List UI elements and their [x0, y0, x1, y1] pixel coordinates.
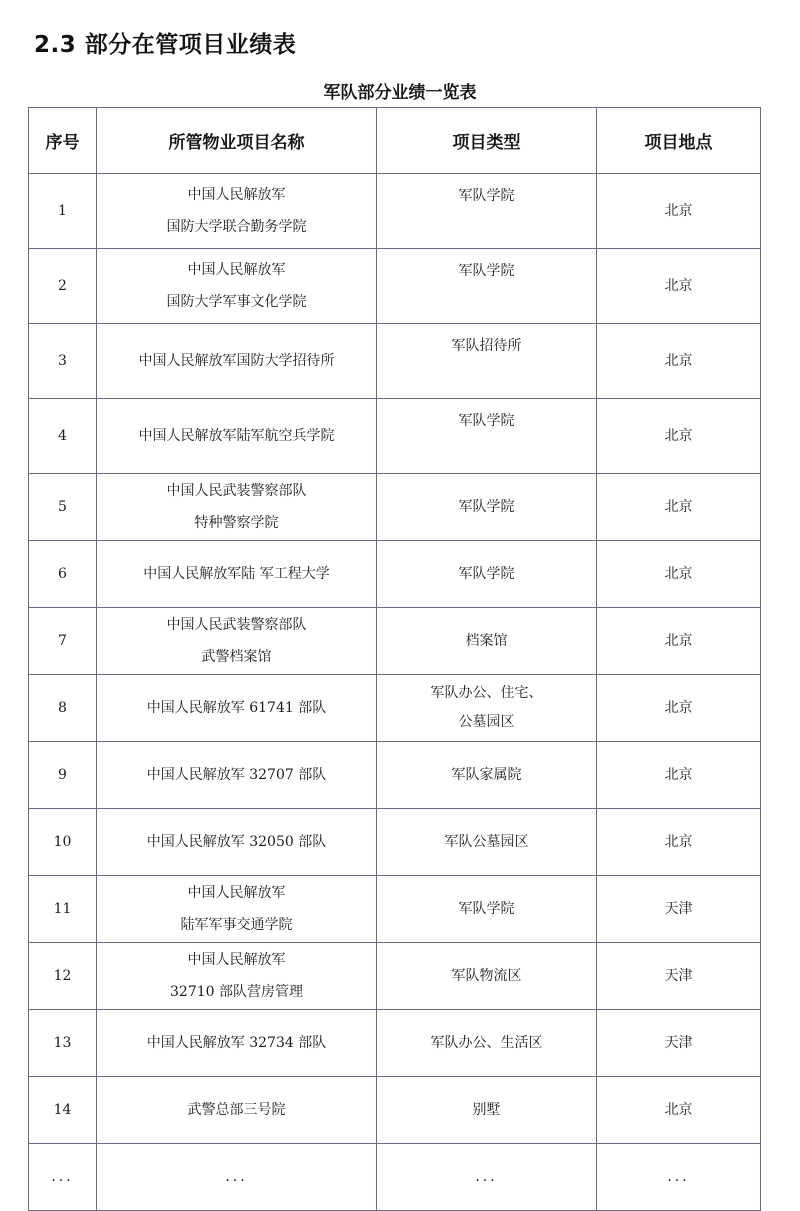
project-type-cell: [377, 324, 597, 399]
project-name-cell: [97, 1144, 377, 1211]
row-number-cell: 7: [29, 608, 97, 675]
project-location-cell: 北京: [597, 608, 761, 675]
table-row: [29, 1010, 761, 1077]
project-type-cell: [377, 809, 597, 876]
project-name-line: 中国人民解放军: [187, 187, 286, 203]
project-name-cell: [97, 541, 377, 608]
project-type-cell: [377, 608, 597, 675]
header-project-type: 项目类型: [377, 108, 597, 174]
project-location-cell: 北京: [597, 324, 761, 399]
row-number-cell: 2: [29, 249, 97, 324]
project-type-line: ...: [475, 1168, 498, 1185]
row-number-cell: 9: [29, 742, 97, 809]
project-name-line: 武警总部三号院: [187, 1102, 286, 1118]
project-type-cell: [377, 876, 597, 943]
project-type-line: 公墓园区: [458, 714, 515, 730]
project-name-line: 中国人民武装警察部队: [166, 617, 307, 633]
project-location-cell: 北京: [597, 1077, 761, 1144]
table-body: [29, 174, 761, 1211]
project-name-line: 中国人民解放军: [187, 885, 286, 901]
table-row: [29, 541, 761, 608]
project-location-cell: 北京: [597, 742, 761, 809]
project-type-cell: [377, 742, 597, 809]
project-type-cell: [377, 399, 597, 474]
project-type-line: 军队学院: [458, 188, 515, 204]
project-location-cell: 北京: [597, 249, 761, 324]
project-name-cell: [97, 399, 377, 474]
project-location-cell: 北京: [597, 809, 761, 876]
project-type-cell: [377, 1077, 597, 1144]
project-location-cell: 天津: [597, 943, 761, 1010]
project-type-cell: [377, 1010, 597, 1077]
project-name-cell: [97, 174, 377, 249]
table-row: [29, 809, 761, 876]
project-type-cell: [377, 174, 597, 249]
row-number-cell: 10: [29, 809, 97, 876]
project-type-line: 军队办公、住宅、: [430, 685, 543, 701]
row-number-cell: 6: [29, 541, 97, 608]
project-name-line: 中国人民解放军 32707 部队: [146, 767, 327, 783]
project-location-cell: ...: [597, 1144, 761, 1211]
project-name-line: 武警档案馆: [201, 649, 272, 665]
table-title: 军队部分业绩一览表: [323, 83, 477, 103]
project-type-line: 军队学院: [458, 498, 515, 515]
row-number-cell: 14: [29, 1077, 97, 1144]
project-name-cell: [97, 608, 377, 675]
project-name-line: 特种警察学院: [194, 515, 279, 531]
results-table: [28, 107, 761, 1211]
project-name-cell: [97, 1077, 377, 1144]
project-type-cell: [377, 675, 597, 742]
project-name-cell: [97, 474, 377, 541]
header-number: 序号: [29, 108, 97, 174]
table-row: [29, 1144, 761, 1211]
project-name-cell: [97, 324, 377, 399]
table-row: [29, 1077, 761, 1144]
project-name-cell: [97, 876, 377, 943]
project-type-cell: [377, 249, 597, 324]
table-row: [29, 174, 761, 249]
project-name-line: 32710 部队营房管理: [170, 984, 303, 1000]
project-type-cell: [377, 474, 597, 541]
project-name-line: 中国人民解放军国防大学招待所: [138, 353, 335, 369]
project-type-cell: [377, 1144, 597, 1211]
project-name-line: 中国人民解放军 61741 部队: [146, 700, 327, 716]
project-name-line: 中国人民解放军: [187, 262, 286, 278]
project-type-line: 军队学院: [458, 413, 515, 429]
project-name-line: 中国人民武装警察部队: [166, 483, 307, 499]
row-number-cell: 12: [29, 943, 97, 1010]
row-number-cell: 3: [29, 324, 97, 399]
project-name-cell: [97, 249, 377, 324]
project-name-line: 中国人民解放军: [187, 952, 286, 968]
project-type-line: 军队办公、生活区: [430, 1034, 543, 1051]
project-type-line: 军队学院: [458, 263, 515, 279]
project-name-line: 国防大学军事文化学院: [166, 294, 307, 310]
project-location-cell: 北京: [597, 541, 761, 608]
project-location-cell: 天津: [597, 876, 761, 943]
project-type-line: 档案馆: [465, 632, 508, 649]
table-row: [29, 399, 761, 474]
project-type-line: 军队学院: [458, 900, 515, 917]
project-name-line: 中国人民解放军 32734 部队: [146, 1035, 327, 1051]
project-location-cell: 北京: [597, 474, 761, 541]
project-name-cell: [97, 1010, 377, 1077]
project-name-cell: [97, 675, 377, 742]
project-name-line: ...: [225, 1169, 248, 1185]
project-type-line: 军队家属院: [451, 766, 522, 783]
table-header-row: [29, 108, 761, 174]
project-name-line: 陆军军事交通学院: [180, 917, 293, 933]
table-row: [29, 249, 761, 324]
project-name-line: 中国人民解放军陆军航空兵学院: [138, 428, 335, 444]
project-type-line: 军队招待所: [451, 338, 522, 354]
project-type-cell: [377, 541, 597, 608]
row-number-cell: 4: [29, 399, 97, 474]
project-type-line: 军队学院: [458, 565, 515, 582]
project-name-line: 国防大学联合勤务学院: [166, 219, 307, 235]
row-number-cell: 11: [29, 876, 97, 943]
project-name-line: 中国人民解放军 32050 部队: [146, 834, 327, 850]
project-name-cell: [97, 742, 377, 809]
table-row: [29, 324, 761, 399]
project-location-cell: 北京: [597, 675, 761, 742]
row-number-cell: 8: [29, 675, 97, 742]
project-name-line: 中国人民解放军陆 军工程大学: [143, 566, 330, 582]
row-number-cell: 13: [29, 1010, 97, 1077]
project-location-cell: 北京: [597, 399, 761, 474]
header-project-location: 项目地点: [597, 108, 761, 174]
section-heading: 2.3 部分在管项目业绩表: [34, 32, 297, 58]
project-location-cell: 天津: [597, 1010, 761, 1077]
header-project-name: 所管物业项目名称: [97, 108, 377, 174]
project-type-line: 军队物流区: [451, 967, 522, 984]
project-name-cell: [97, 943, 377, 1010]
table-row: [29, 742, 761, 809]
table-row: [29, 876, 761, 943]
table-row: [29, 474, 761, 541]
row-number-cell: 5: [29, 474, 97, 541]
table-row: [29, 608, 761, 675]
table-row: [29, 675, 761, 742]
row-number-cell: ...: [29, 1144, 97, 1211]
project-name-cell: [97, 809, 377, 876]
project-type-line: 军队公墓园区: [444, 833, 529, 850]
project-type-line: 别墅: [472, 1101, 501, 1118]
row-number-cell: 1: [29, 174, 97, 249]
table-row: [29, 943, 761, 1010]
project-type-cell: [377, 943, 597, 1010]
project-location-cell: 北京: [597, 174, 761, 249]
